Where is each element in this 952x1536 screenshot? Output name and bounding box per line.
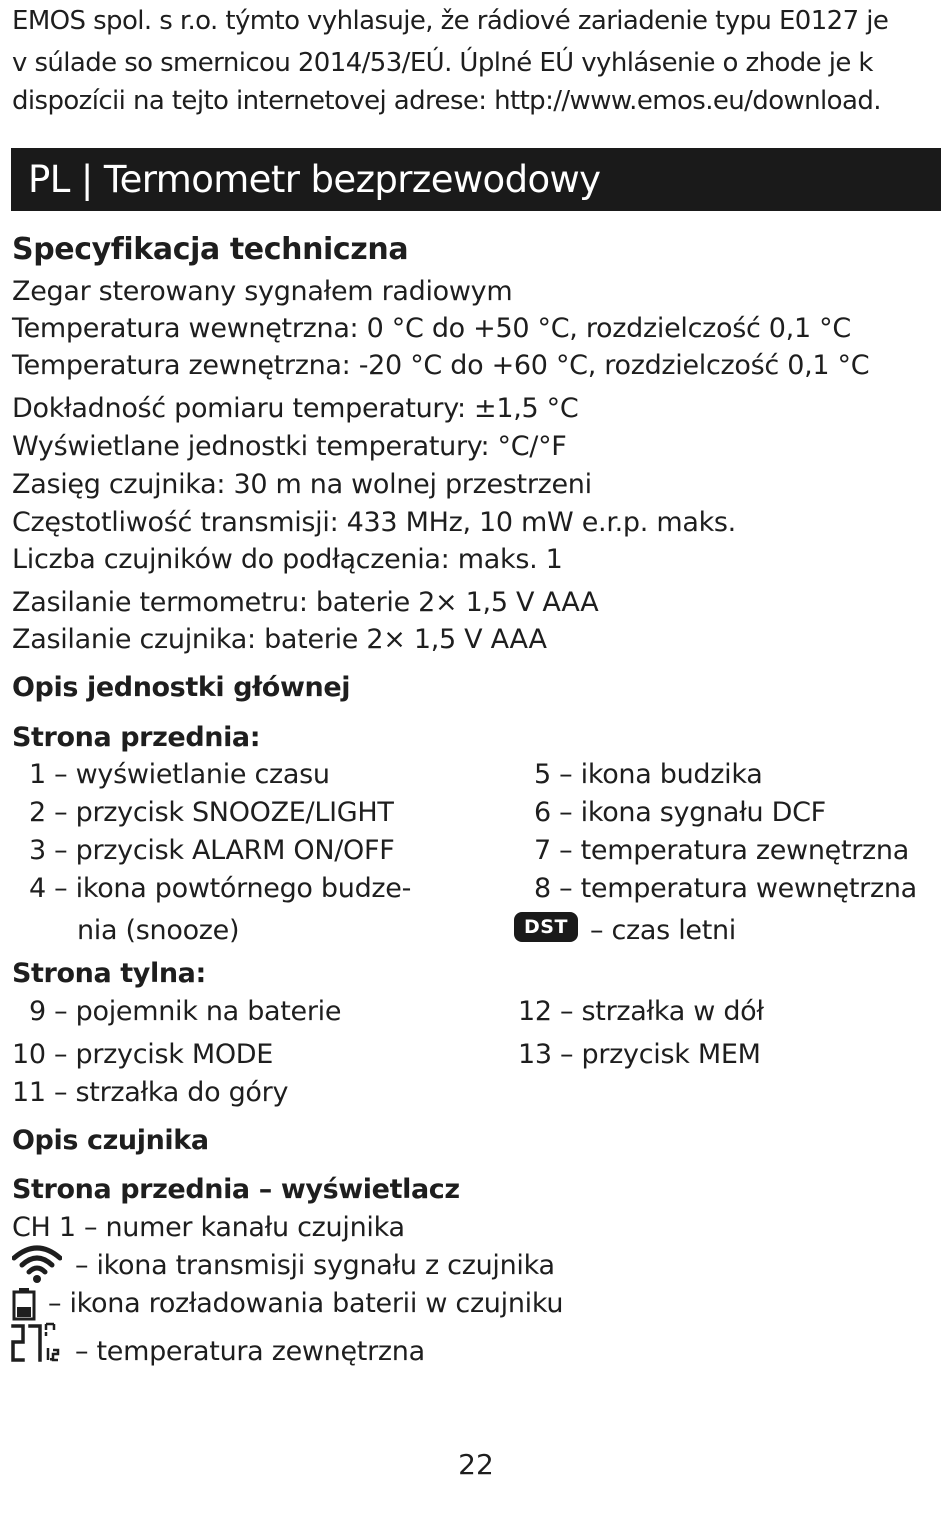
section-banner (11, 148, 941, 211)
battery-icon (12, 1287, 36, 1321)
spec-item: Zasilanie termometru: baterie 2× 1,5 V AAA (12, 587, 599, 618)
intro-line-3: dispozícii na tejto internetovej adrese: http://www.emos.eu/download. (12, 86, 881, 116)
sensor-front-heading: Strona przednia – wyświetlacz (12, 1174, 460, 1205)
spec-item: Temperatura wewnętrzna: 0 °C do +50 °C, rozdzielczość 0,1 °C (12, 313, 851, 344)
front-item-right: 6 – ikona sygnału DCF (534, 797, 826, 828)
spec-item: Temperatura zewnętrzna: -20 °C do +60 °C, rozdzielczość 0,1 °C (12, 350, 870, 381)
spec-item: Częstotliwość transmisji: 433 MHz, 10 mW e.r.p. maks. (12, 507, 736, 538)
spec-item: Wyświetlane jednostki temperatury: °C/°F (12, 431, 567, 462)
spec-item: Liczba czujników do podłączenia: maks. 1 (12, 544, 563, 575)
segment-digits-icon (10, 1322, 62, 1366)
front-item-left: 3 – przycisk ALARM ON/OFF (29, 835, 395, 866)
page-number: 22 (458, 1448, 494, 1481)
signal-icon-description: – ikona transmisji sygnału z czujnika (75, 1250, 555, 1281)
front-item-left: 2 – przycisk SNOOZE/LIGHT (29, 797, 394, 828)
back-item-left: 9 – pojemnik na baterie (29, 996, 342, 1027)
spec-item: Zegar sterowany sygnałem radiowym (12, 276, 513, 307)
dst-badge-icon: DST (514, 912, 578, 942)
section-title: PL | Termometr bezprzewodowy (28, 158, 601, 201)
spec-item: Dokładność pomiaru temperatury: ±1,5 °C (12, 393, 579, 424)
intro-line-1: EMOS spol. s r.o. týmto vyhlasuje, že rádiové zariadenie typu E0127 je (12, 6, 889, 36)
front-heading: Strona przednia: (12, 722, 261, 753)
battery-icon-description: – ikona rozładowania baterii w czujniku (48, 1288, 564, 1319)
sensor-heading: Opis czujnika (12, 1125, 209, 1156)
back-heading: Strona tylna: (12, 958, 206, 989)
main-unit-heading: Opis jednostki głównej (12, 672, 351, 703)
back-item-right: 13 – przycisk MEM (518, 1039, 761, 1070)
front-item-right: 8 – temperatura wewnętrzna (534, 873, 917, 904)
dst-description: – czas letni (590, 915, 737, 946)
front-item-right: 7 – temperatura zewnętrzna (534, 835, 909, 866)
front-item-left: 1 – wyświetlanie czasu (29, 759, 330, 790)
front-item-left-cont: nia (snooze) (77, 915, 240, 946)
back-item-left: 11 – strzałka do góry (12, 1077, 289, 1108)
back-item-left: 10 – przycisk MODE (12, 1039, 274, 1070)
spec-item: Zasięg czujnika: 30 m na wolnej przestrzeni (12, 469, 592, 500)
back-item-right: 12 – strzałka w dół (518, 996, 764, 1027)
temp-icon-description: – temperatura zewnętrzna (75, 1336, 425, 1367)
sensor-channel: CH 1 – numer kanału czujnika (12, 1212, 405, 1243)
front-item-left: 4 – ikona powtórnego budze- (29, 873, 412, 904)
intro-line-2: v súlade so smernicou 2014/53/EÚ. Úplné EÚ vyhlásenie o zhode je k (12, 48, 873, 78)
specs-heading: Specyfikacja techniczna (12, 232, 409, 267)
wifi-signal-icon (12, 1244, 62, 1284)
front-item-right: 5 – ikona budzika (534, 759, 763, 790)
spec-item: Zasilanie czujnika: baterie 2× 1,5 V AAA (12, 624, 547, 655)
